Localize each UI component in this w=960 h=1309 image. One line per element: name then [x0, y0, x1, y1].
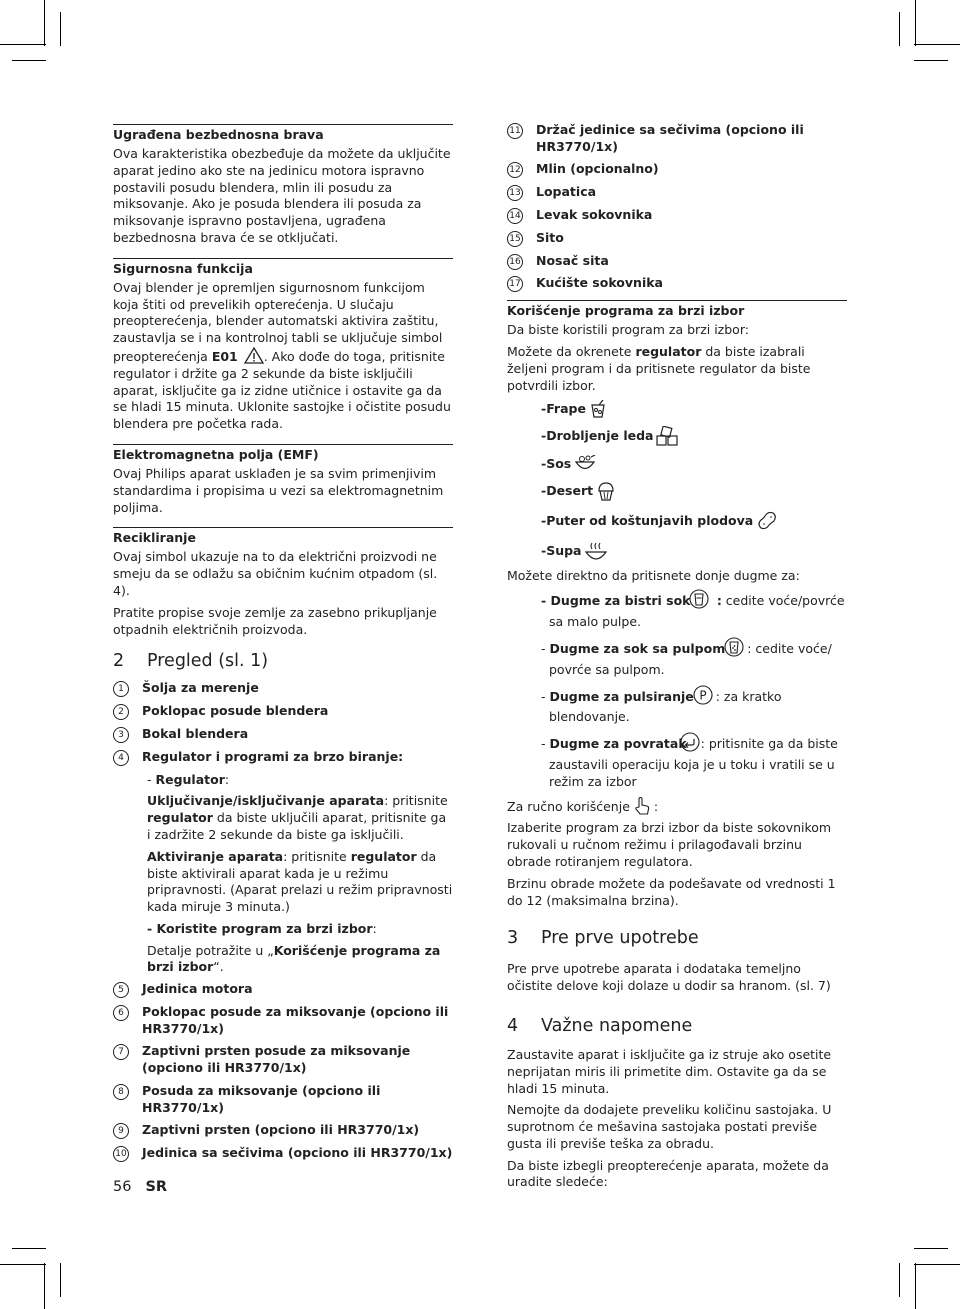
- manual-mode-text: Izaberite program za brzi izbor da biste sokovnikom rukovali u ručnom režimu i prilagođavali brzinu obrade rotiranjem regulatora.: [507, 820, 832, 869]
- svg-text:P: P: [699, 688, 707, 703]
- list-item: 12 Mlin (opcionalno): [507, 161, 847, 178]
- clear-juice-button-text: - Dugme za bistri sok : cedite voće/povrće sa malo pulpe.: [541, 589, 847, 631]
- left-column: [113, 124, 453, 1168]
- hand-pointer-icon: [634, 797, 650, 815]
- list-item: 16 Nosač sita: [507, 253, 847, 270]
- right-column: [507, 122, 847, 1196]
- section-title-recycling: Recikliranje: [113, 527, 453, 546]
- list-item: 10 Jedinica sa sečivima (opciono ili HR3770/1x): [113, 1145, 453, 1162]
- program-dessert: -Desert: [541, 481, 847, 501]
- warning-triangle-icon: [244, 347, 264, 364]
- list-item: 17 Kućište sokovnika: [507, 275, 847, 292]
- section-title-emf: Elektromagnetna polja (EMF): [113, 444, 453, 463]
- list-item: 5 Jedinica motora: [113, 981, 453, 998]
- cupcake-icon: [596, 481, 616, 501]
- program-sauce: -Sos: [541, 455, 847, 473]
- page-footer: [113, 1179, 167, 1195]
- section-title-safety-lock: Ugrađena bezbednosna brava: [113, 124, 453, 143]
- quick-program-label: - Koristite program za brzi izbor:: [147, 920, 377, 936]
- activation-text: Aktiviranje aparata: pritisnite regulator da biste aktivirali aparat kada je u režimu pripravnosti. (Aparat prelazi u režim pripravnosti kada miruje 3 minuta.): [147, 848, 453, 915]
- list-item: 4 Regulator i programi za brzo biranje:: [113, 749, 453, 766]
- list-item: 8 Posuda za miksovanje (opciono ili HR3770/1x): [113, 1083, 453, 1117]
- list-item: 14 Levak sokovnika: [507, 207, 847, 224]
- program-frape: -Frape: [541, 400, 847, 418]
- regulator-label: - Regulator:: [147, 771, 230, 787]
- notes-text-1: Zaustavite aparat i isključite ga iz struje ako osetite neprijatan miris ili primetite dim. Ostavite ga da se hladi 15 minuta.: [507, 1046, 832, 1096]
- overload-code: E01: [211, 348, 238, 364]
- pulse-button-text: - Dugme za pulsiranje P : za kratko blendovanje.: [541, 685, 847, 727]
- pulp-juice-button-text: - Dugme za sok sa pulpom : cedite voće/ povrće sa pulpom.: [541, 637, 847, 679]
- section-title-quick-program: Korišćenje programa za brzi izbor: [507, 300, 847, 319]
- return-arrow-icon: [679, 732, 701, 752]
- pulp-juice-icon: [723, 637, 745, 657]
- page-number: 56: [113, 1179, 132, 1195]
- return-button-text: - Dugme za povratak : pritisnite ga da biste zaustavili operaciju koja je u toku i vratili se u režim za izbor: [541, 732, 847, 790]
- section-title-safety-function: Sigurnosna funkcija: [113, 258, 453, 277]
- clear-juice-icon: [688, 589, 710, 609]
- program-ice-crush: -Drobljenje leda: [541, 426, 847, 446]
- recycling-text-1: Ovaj simbol ukazuje na to da električni proizvodi ne smeju da se odlažu sa običnim kućnim otpadom (sl. 4).: [113, 549, 438, 598]
- heading-important-notes: 4 Važne napomene: [507, 1015, 693, 1036]
- list-item: 9 Zaptivni prsten (opciono ili HR3770/1x): [113, 1122, 453, 1139]
- language-code: SR: [145, 1179, 168, 1195]
- ice-cubes-icon: [656, 426, 678, 446]
- list-item: 1 Šolja za merenje: [113, 680, 453, 697]
- manual-use-text: Za ručno korišćenje :: [507, 798, 659, 814]
- safety-lock-text: Ova karakteristika obezbeđuje da možete da uključite aparat jedino ako ste na jedinicu motora ispravno postavili posudu blendera, mlin ili posudu za miksovanje. Ako je posuda blendera ili posuda za miksovanje ispravno postavljena, ugrađena bezbednosna brava će se otključati.: [113, 146, 451, 245]
- soup-bowl-icon: [584, 540, 608, 562]
- program-soup: -Supa: [541, 540, 847, 562]
- list-item: 3 Bokal blendera: [113, 726, 453, 743]
- list-item: 6 Poklopac posude za miksovanje (opciono ili HR3770/1x): [113, 1004, 453, 1038]
- frappe-cup-icon: [589, 400, 607, 418]
- heading-first-use: 3 Pre prve upotrebe: [507, 928, 699, 949]
- quick-intro: Da biste koristili program za brzi izbor:: [507, 322, 749, 338]
- program-nut-butter: -Puter od koštunjavih plodova: [541, 510, 847, 532]
- quick-regulator-text: Možete da okrenete regulator da biste izabrali željeni program i da pritisnete regulator da biste potvrdili izbor.: [507, 344, 811, 393]
- details-ref-text: Detalje potražite u „Korišćenje programa za brzi izbor“.: [147, 942, 441, 975]
- safety-function-text: Ovaj blender je opremljen sigurnosnom funkcijom koja štiti od prevelikih opterećenja. U slučaju preopterećenja, blender automatski aktivira zaštitu, zaustavlja se i na kontrolnoj tabli se uključuje simbol preopterećenja E01 . Ako dođe do toga, pritisnite regulator i držite ga 2 sekunde da biste isključili aparat, isključite ga iz zidne utičnice i ostavite ga da se hladi 15 minuta. Uklonite sastojke i očistite posudu blendera pre početka rada.: [113, 279, 451, 432]
- pulse-p-icon: [692, 685, 714, 705]
- direct-buttons-intro: Možete direktno da pritisnete donje dugme za:: [507, 567, 800, 583]
- onoff-text: Uključivanje/isključivanje aparata: pritisnite regulator da biste uključili aparat, pritisnite ga i zadržite 2 sekunde da biste ga isključili.: [147, 793, 448, 842]
- notes-text-2: Nemojte da dodajete preveliku količinu sastojaka. U suprotnom će mešavina sastojaka postati previše gusta ili previše teška za obradu.: [507, 1102, 832, 1151]
- peanut-icon: [756, 510, 778, 532]
- list-item: 7 Zaptivni prsten posude za miksovanje (opciono ili HR3770/1x): [113, 1043, 453, 1077]
- first-use-text: Pre prve upotrebe aparata i dodataka temeljno očistite delove koji dolaze u dodir sa hranom. (sl. 7): [507, 961, 831, 994]
- list-item: 11 Držač jedinice sa sečivima (opciono ili HR3770/1x): [507, 122, 847, 156]
- heading-overview: 2 Pregled (sl. 1): [113, 651, 269, 672]
- sauce-bowl-icon: [574, 455, 596, 473]
- speed-range-text: Brzinu obrade možete da podešavate od vrednosti 1 do 12 (maksimalna brzina).: [507, 875, 836, 908]
- list-item: 15 Sito: [507, 230, 847, 247]
- list-item: 13 Lopatica: [507, 184, 847, 201]
- list-item: 2 Poklopac posude blendera: [113, 703, 453, 720]
- notes-text-3: Da biste izbegli preopterećenje aparata, možete da uradite sledeće:: [507, 1157, 829, 1190]
- emf-text: Ovaj Philips aparat usklađen je sa svim primenjivim standardima i propisima u vezi sa elektromagnetnim poljima.: [113, 465, 444, 515]
- recycling-text-2: Pratite propise svoje zemlje za zasebno prikupljanje otpadnih električnih proizvoda.: [113, 604, 437, 637]
